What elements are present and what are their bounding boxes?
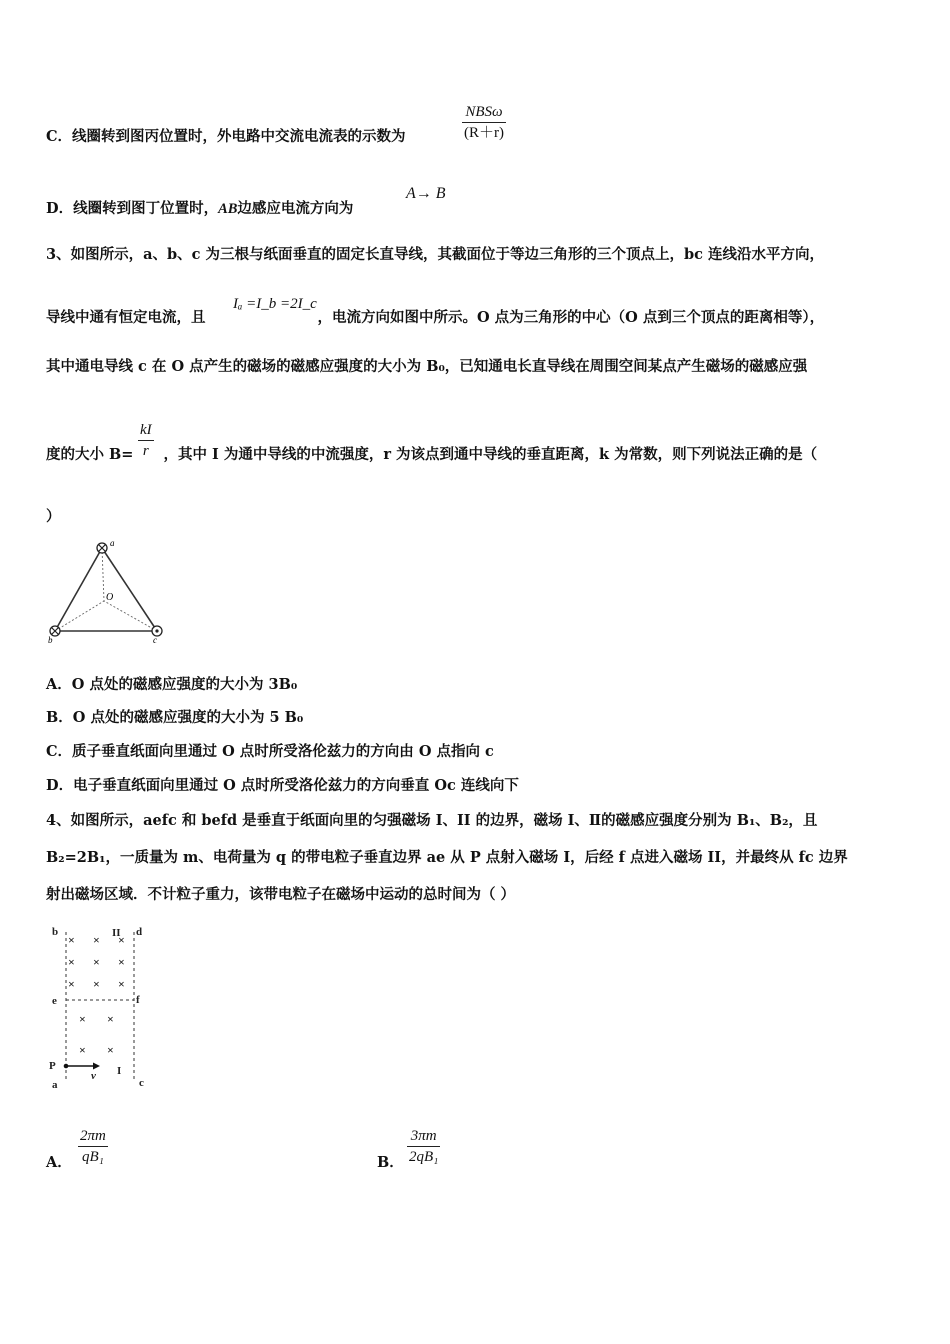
q3-line-1: 3、如图所示，a、b、c 为三根与纸面垂直的固定长直导线，其截面位于等边三角形的三个顶点上，bc 连线沿水平方向， bbox=[46, 246, 825, 263]
q3-line-4-post: ，其中 I 为通中导线的中流强度，r 为该点到通中导线的垂直距离，k 为常数，则下列说法正确的是（ bbox=[163, 446, 818, 463]
field-cross: × bbox=[68, 977, 75, 991]
option-label: A． bbox=[46, 676, 72, 693]
q4-option-b-label: B． bbox=[377, 1154, 404, 1171]
field-cross: × bbox=[93, 977, 100, 991]
option-text: 电子垂直纸面向里通过 O 点时所受洛伦兹力的方向垂直 Oc 连线向下 bbox=[73, 777, 519, 794]
q4-line-1: 4、如图所示，aefc 和 befd 是垂直于纸面向里的匀强磁场 I、II 的边界，磁场 I、Ⅱ的磁感应强度分别为 B₁、B₂，且 bbox=[46, 812, 818, 829]
q3-field-formula bbox=[138, 421, 154, 460]
field-cross: × bbox=[68, 933, 75, 947]
field-cross: × bbox=[118, 955, 125, 969]
field-cross: × bbox=[93, 955, 100, 969]
option-label: D． bbox=[46, 777, 74, 794]
q2-option-d bbox=[46, 199, 353, 219]
q3-line-5: ） bbox=[46, 508, 61, 525]
q4-line-2: B₂=2B₁，一质量为 m、电荷量为 q 的带电粒子垂直边界 ae 从 P 点射入磁场 I，后经 f 点进入磁场 II，并最终从 fc 边界 bbox=[46, 849, 848, 866]
field-cross: × bbox=[107, 1043, 114, 1057]
q2-option-d-edge: AB bbox=[218, 201, 238, 217]
q3-current-relation: Iₐ =I_b =2I_c bbox=[233, 296, 317, 312]
label-c: c bbox=[139, 1077, 144, 1089]
q2-option-d-label: D． bbox=[46, 200, 74, 217]
q2-option-c-formula bbox=[462, 103, 506, 142]
field-cross: × bbox=[118, 977, 125, 991]
q4-option-a-formula bbox=[78, 1127, 108, 1166]
option-text: 质子垂直纸面向里通过 O 点时所受洛伦兹力的方向由 O 点指向 c bbox=[72, 743, 494, 760]
field-cross: × bbox=[93, 933, 100, 947]
label-b: b bbox=[52, 926, 59, 938]
q4-line-3: 射出磁场区域．不计粒子重力，该带电粒子在磁场中运动的总时间为（ ） bbox=[46, 886, 516, 903]
formula-numerator: 3πm bbox=[407, 1127, 440, 1147]
label-a: a bbox=[52, 1079, 58, 1091]
q3-line-3: 其中通电导线 c 在 O 点产生的磁场的磁感应强度的大小为 B₀，已知通电长直导线在周围空间某点产生磁场的磁感应强 bbox=[46, 358, 808, 375]
triangle-side-ab bbox=[55, 548, 102, 631]
field-cross: × bbox=[79, 1012, 86, 1026]
q3-option-a bbox=[46, 675, 297, 695]
option-text: O 点处的磁感应强度的大小为 5 B₀ bbox=[72, 709, 304, 726]
q3-option-d bbox=[46, 776, 519, 796]
label-f: f bbox=[136, 994, 140, 1006]
label-e: e bbox=[52, 995, 57, 1007]
label-b: b bbox=[48, 635, 53, 644]
label-a: a bbox=[110, 538, 115, 548]
label-region-ii: II bbox=[112, 927, 121, 939]
q2-option-c bbox=[46, 127, 406, 147]
wire-a-cross-icon bbox=[97, 543, 107, 553]
triangle-figure bbox=[42, 536, 172, 644]
formula-denominator: 2qB₁ bbox=[409, 1149, 439, 1165]
magnetic-field-figure bbox=[42, 920, 162, 1092]
label-region-i: I bbox=[117, 1065, 122, 1077]
q2-option-c-label: C． bbox=[46, 128, 73, 145]
q3-line-4 bbox=[46, 445, 817, 465]
q3-line-2-pre: 导线中通有恒定电流，且 bbox=[46, 309, 206, 326]
label-p: P bbox=[49, 1060, 56, 1072]
label-velocity: v bbox=[91, 1070, 96, 1082]
triangle-side-ac bbox=[102, 548, 157, 631]
option-label: C． bbox=[46, 743, 73, 760]
label-d: d bbox=[136, 926, 143, 938]
q3-option-c bbox=[46, 742, 494, 762]
velocity-arrow-icon bbox=[66, 1063, 100, 1070]
formula-numerator: kI bbox=[138, 421, 154, 441]
option-text: O 点处的磁感应强度的大小为 3B₀ bbox=[71, 676, 298, 693]
q2-option-d-text-pre: 线圈转到图丁位置时， bbox=[73, 200, 219, 217]
q2-option-d-text-post: 边感应电流方向为 bbox=[237, 200, 354, 217]
q3-line-2-post: ，电流方向如图中所示。O 点为三角形的中心（O 点到三个顶点的距离相等）， bbox=[317, 309, 825, 326]
q2-option-d-formula: A→ B bbox=[406, 185, 446, 202]
field-cross: × bbox=[79, 1043, 86, 1057]
q3-option-b bbox=[46, 708, 303, 728]
formula-denominator: r bbox=[142, 443, 149, 459]
q2-option-c-text: 线圈转到图丙位置时，外电路中交流电流表的示数为 bbox=[72, 128, 406, 145]
label-c: c bbox=[153, 635, 157, 644]
formula-denominator: (R＋r) bbox=[464, 125, 504, 141]
formula-numerator: 2πm bbox=[78, 1127, 108, 1147]
formula-numerator: NBSω bbox=[462, 103, 506, 123]
label-o: O bbox=[106, 592, 114, 603]
formula-denominator: qB₁ bbox=[81, 1149, 104, 1165]
option-label: B． bbox=[46, 709, 73, 726]
field-cross: × bbox=[118, 933, 125, 947]
q3-line-4-pre: 度的大小 B= bbox=[46, 446, 134, 463]
q4-option-b-formula bbox=[407, 1127, 440, 1166]
q4-option-a-label: A． bbox=[46, 1154, 72, 1171]
field-cross: × bbox=[107, 1012, 114, 1026]
field-cross: × bbox=[68, 955, 75, 969]
q3-line-2 bbox=[46, 308, 824, 328]
